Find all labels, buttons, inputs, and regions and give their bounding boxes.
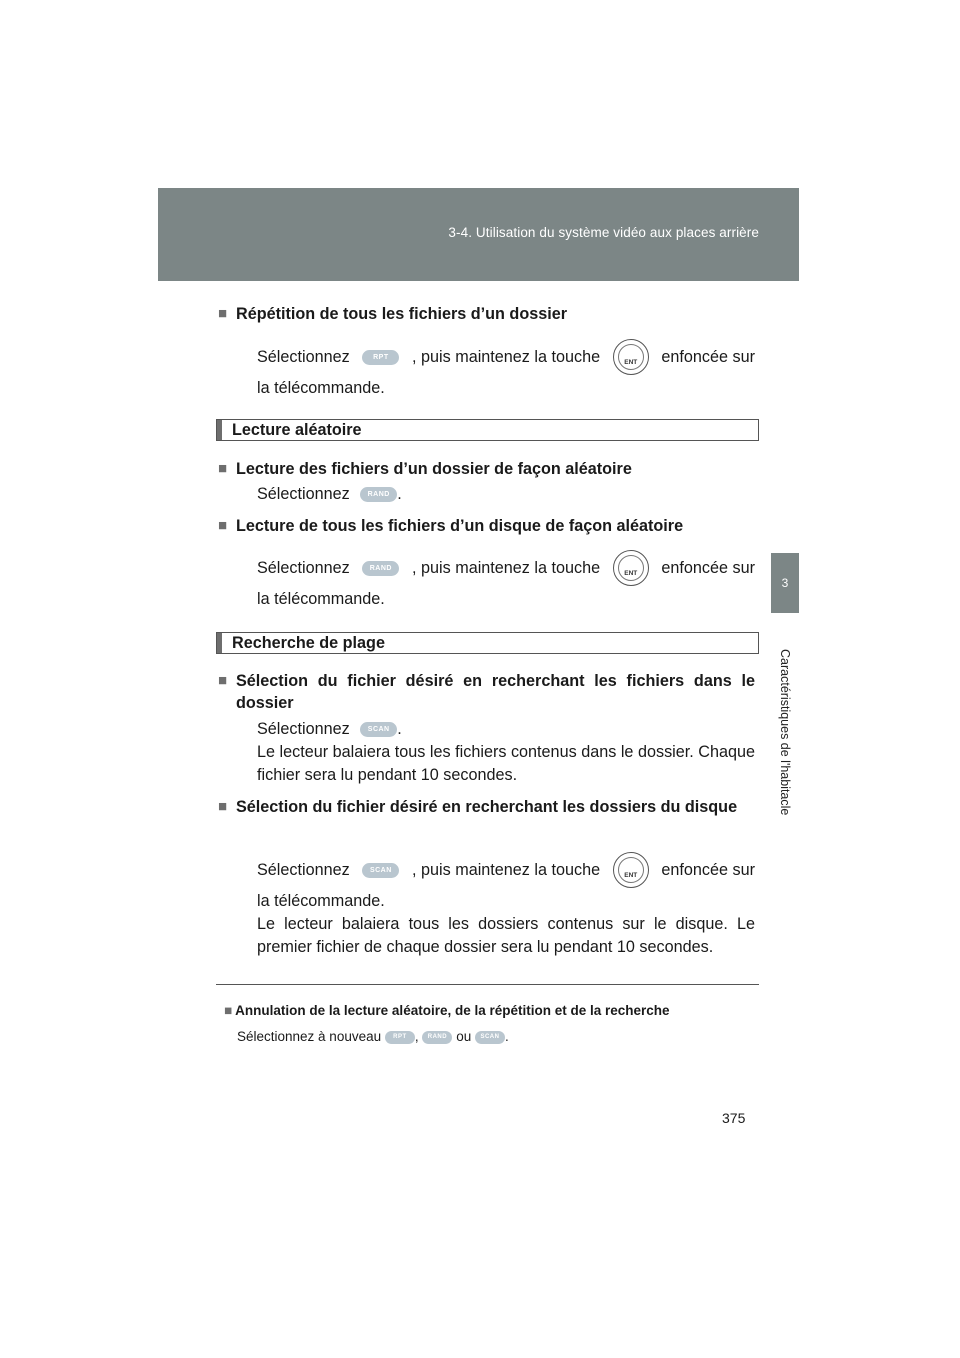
bullet-square-icon: ■ (218, 517, 228, 534)
instruction-end-text: enfoncée sur (661, 347, 755, 366)
note-divider (216, 984, 759, 985)
scan-button-icon: SCAN (362, 863, 399, 878)
random-folder-heading (218, 458, 755, 480)
section-random (216, 419, 759, 441)
scan-button-icon: SCAN (475, 1031, 505, 1044)
bullet-square-icon: ■ (224, 1003, 233, 1018)
rpt-button-icon: RPT (385, 1031, 415, 1044)
random-disc-instructions (257, 548, 755, 611)
chapter-side-label-text: Caractéristiques de l'habitacle (778, 648, 792, 816)
rand-button-icon: RAND (422, 1031, 452, 1044)
repeat-folder-heading-text: Répétition de tous les fichiers d’un dossier (236, 305, 568, 323)
instruction-line (257, 337, 755, 377)
scan-folders-description: Le lecteur balaiera tous les dossiers contenus sur le disque. Le premier fichier de chaque dossier sera lu pendant 10 secondes. (257, 915, 755, 956)
select-text: Sélectionnez (257, 347, 350, 366)
instruction-remote-text: la télécommande. (257, 379, 385, 397)
chapter-tab: 3 (771, 553, 799, 613)
section-scan-title: Recherche de plage (232, 634, 385, 652)
bullet-square-icon: ■ (218, 305, 228, 322)
section-scan (216, 632, 759, 654)
ent-button-icon (613, 852, 649, 888)
select-text: Sélectionnez (257, 485, 350, 503)
ent-button-icon (613, 339, 649, 375)
instruction-remote-text: la télécommande. (257, 590, 385, 608)
scan-folders-instructions (257, 850, 755, 959)
period-text: . (397, 720, 402, 738)
bullet-square-icon: ■ (218, 460, 228, 477)
scan-files-instructions (257, 718, 755, 787)
random-folder-heading-text: Lecture des fichiers d’un dossier de façon aléatoire (236, 460, 632, 478)
note-text (237, 1028, 509, 1046)
select-text: Sélectionnez (257, 558, 350, 577)
random-folder-instructions (257, 483, 755, 506)
chapter-side-label (771, 632, 799, 832)
ent-button-icon (613, 550, 649, 586)
random-disc-heading (218, 515, 755, 537)
note-heading-text: Annulation de la lecture aléatoire, de la répétition et de la recherche (235, 1003, 670, 1018)
scan-files-heading (218, 670, 755, 714)
scan-folders-heading (218, 796, 755, 819)
section-random-title: Lecture aléatoire (232, 421, 362, 439)
instruction-line (257, 850, 755, 890)
period-text: . (397, 485, 402, 503)
rand-button-icon: RAND (362, 561, 399, 576)
ent-label: ENT (624, 570, 638, 577)
select-text: Sélectionnez (257, 720, 350, 738)
instruction-line (257, 548, 755, 588)
scan-folders-heading-text: Sélection du fichier désiré en recherchant les dossiers du disque (236, 798, 738, 816)
instruction-end-text: enfoncée sur (661, 860, 755, 879)
bullet-square-icon: ■ (218, 672, 228, 689)
instruction-mid-text: , puis maintenez la touche (412, 347, 601, 366)
bullet-square-icon: ■ (218, 798, 228, 815)
instruction-remote-text: la télécommande. (257, 892, 385, 910)
note-separator-or: ou (456, 1029, 472, 1044)
repeat-folder-instructions (257, 337, 755, 400)
repeat-folder-heading (218, 303, 755, 325)
ent-label: ENT (624, 359, 638, 366)
instruction-end-text: enfoncée sur (661, 558, 755, 577)
scan-files-description: Le lecteur balaiera tous les fichiers contenus dans le dossier. Chaque fichier sera lu pendant 10 secondes. (257, 743, 755, 784)
random-disc-heading-text: Lecture de tous les fichiers d’un disque de façon aléatoire (236, 517, 684, 535)
note-period: . (504, 1029, 509, 1044)
scan-files-heading-text: Sélection du fichier désiré en recherchant les fichiers dans le dossier (236, 672, 755, 712)
chapter-title: 3-4. Utilisation du système vidéo aux places arrière (448, 225, 759, 240)
note-separator: , (414, 1029, 419, 1044)
instruction-line (257, 718, 755, 741)
header-band (158, 188, 799, 281)
note-heading (224, 1002, 670, 1020)
rpt-button-icon: RPT (362, 350, 399, 365)
instruction-mid-text: , puis maintenez la touche (412, 558, 601, 577)
note-text-start: Sélectionnez à nouveau (237, 1029, 382, 1044)
page-number: 375 (722, 1110, 746, 1126)
ent-label: ENT (624, 872, 638, 879)
instruction-mid-text: , puis maintenez la touche (412, 860, 601, 879)
rand-button-icon: RAND (360, 487, 397, 502)
scan-button-icon: SCAN (360, 722, 397, 737)
select-text: Sélectionnez (257, 860, 350, 879)
